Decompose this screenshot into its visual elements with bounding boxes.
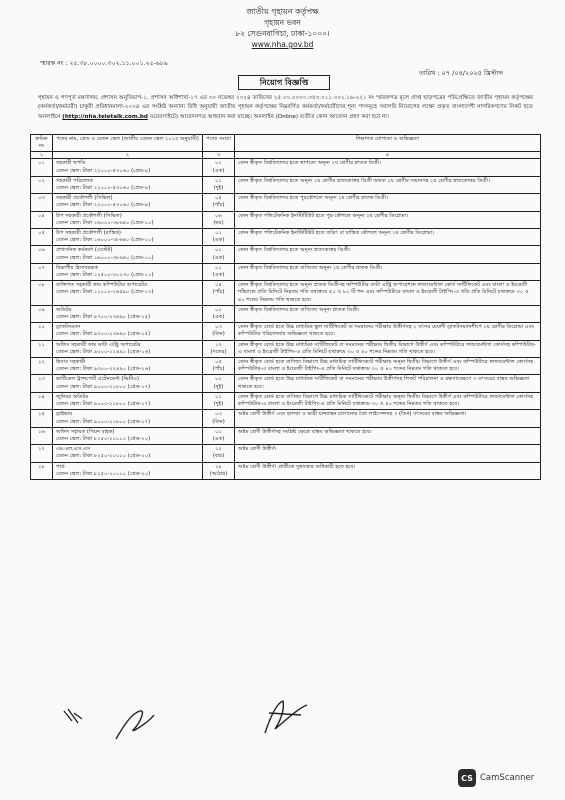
post-count: ০১ — [215, 230, 222, 237]
post-count-words: (এক) — [212, 314, 225, 321]
pay-scale: বেতন স্কেল: টাকা ১৬০০০-৩৮৬৪০ (গ্রেড-১০) — [56, 237, 154, 244]
row-qualification: কোন স্বীকৃত বিশ্ববিদ্যালয় হতে অনূন্য ২য় শ্রেণীর স্নাতকোত্তর ডিগ্রী অথবা ২য় শ্রেণীর সম্মানসহ ২য় শ্রেণীর স্নাতকোত্তর ডিগ্রী। — [235, 176, 541, 193]
signature-2 — [110, 705, 160, 745]
row-qualification: কোন স্বীকৃত বোর্ড হতে বাণিজ্য বিভাগে উচ্চ মাধ্যমিক সার্টিফিকেটে পরীক্ষায় অনূন্য দ্বিতীয় বিভাগে উত্তীর্ণ এবং কম্পিউটারে ফান্ডামেন্টাল কোর্সসহ কম্পিউটার-এ বাংলা ও ইংরেজী টাইপিং-এ প্রতি মিনিটে যথাক্রমে ৩০ ও ৪০ শব্দের নিম্নতম গতি থাকতে হবে। — [235, 358, 541, 375]
row-serial: ১২ — [31, 358, 53, 375]
row-qualification: কোন স্বীকৃত বিশ্ববিদ্যালয় হতে অনূন্য স্নাতকোত্তর ডিগ্রী। — [235, 246, 541, 263]
row-qualification: অষ্টম শ্রেণী উত্তীর্ণ। প্রার্থীকে সুস্বাস্থ্যের অধিকারী হতে হবে। — [235, 462, 541, 479]
org-address: ৮২ সেগুনবাগিচা, ঢাকা-১০০০। — [235, 29, 330, 38]
post-count-words: (বার) — [212, 453, 225, 460]
post-count: ০২ — [215, 393, 222, 400]
notice-date: তারিখ : ০৭ /০৪/২০২৫ খ্রিস্টাব্দ — [418, 69, 503, 77]
row-post — [53, 410, 203, 427]
pay-scale: বেতন স্কেল: টাকা ১৬০০০-৩৮৬৪০ (গ্রেড-১০) — [56, 254, 154, 261]
post-count: ০৫ — [215, 359, 222, 366]
post-count: ১৭ — [215, 341, 222, 348]
post-name: ব্যক্তিগত সহকারী কাম কম্পিউটার অপারেটর — [56, 282, 147, 289]
post-name: এম.এল.এস.এস — [56, 446, 91, 453]
column-number: ৩ — [203, 152, 235, 159]
header-post: পদের নাম, গ্রেড ও বেতন স্কেল (জাতীয় বেতন স্কেল ২০১৫ অনুযায়ী) — [53, 135, 203, 152]
table-row — [31, 246, 541, 263]
row-qualification: কোন স্বীকৃত বোর্ড হতে উচ্চ মাধ্যমিক সার্টিফিকেট বা সমমানের পরীক্ষায় দ্বিতীয় বিভাগে উত্তীর্ণ এবং কম্পিউটারে ফান্ডামেন্টাল কোর্সসহ কম্পিউটার-এ বাংলা ও ইংরেজী টাইপিং-এ প্রতি মিনিটে যথাক্রমে ৩০ ও ৪০ শব্দের নিম্নতম গতি থাকতে হবে। — [235, 340, 541, 357]
row-post — [53, 281, 203, 306]
row-qualification: কোন স্বীকৃত পলিটেকনিক ইনস্টিটিউট হতে তড়িৎ বা যান্ত্রিক কৌশলে অনূন্য ২য় শ্রেণীর ডিপ্লোমা। — [235, 229, 541, 246]
pay-scale: বেতন স্কেল: টাকা ২২০০০-৫৩০৬০ (গ্রেড-৯) — [56, 167, 151, 174]
row-count — [203, 462, 235, 479]
row-post — [53, 305, 203, 322]
row-count — [203, 375, 235, 392]
row-qualification: কোন স্বীকৃত বোর্ড হতে বাণিজ্য বিভাগে উচ্চ মাধ্যমিক সার্টিফিকেটে পরীক্ষায় অনূন্য দ্বিতীয় বিভাগে উত্তীর্ণ এবং কম্পিউটারে ফান্ডামেন্টাল কোর্সসহ কম্পিউটার-এ বাংলা ও ইংরেজী টাইপিং-এ প্রতি মিনিটে যথাক্রমে ৩০ ও ৪০ শব্দের নিম্নতম গতি থাকতে হবে। — [235, 392, 541, 409]
post-count: ০১ — [215, 247, 222, 254]
post-count-words: (আঠার) — [209, 470, 228, 477]
pay-scale: বেতন স্কেল: টাকা ১১০০০-২৬৫৯০ (গ্রেড-১৩) — [56, 289, 154, 296]
pay-scale: বেতন স্কেল: টাকা ১২৫০০-৩০২৩০ (গ্রেড-১১) — [56, 272, 154, 279]
row-serial: ০৪ — [31, 211, 53, 228]
row-serial: ০৩ — [31, 194, 53, 211]
row-serial: ০৫ — [31, 229, 53, 246]
table-row — [31, 427, 541, 444]
pay-scale: বেতন স্কেল: টাকা ৯৭০০-২৩৪৯০ (গ্রেড-১৫) — [56, 314, 151, 321]
row-qualification: কোন স্বীকৃত বিশ্ববিদ্যালয় হতে স্থাপত্যে অনূন্য ২য় শ্রেণীর স্নাতক ডিগ্রী। — [235, 159, 541, 176]
post-count: ০১ — [215, 428, 222, 435]
post-name: সহকারী পরিচালক — [56, 177, 93, 184]
row-post — [53, 246, 203, 263]
pay-scale: বেতন স্কেল: টাকা ৯০০০-২১৮০০ (গ্রেড-১৭) — [56, 383, 151, 390]
intro-text: গৃহায়ন ও গণপূর্ত মন্ত্রণালয়, প্রশাসন অনুবিভাগ-১, প্রশাসন অধিশাখা-১৭ এর ৩০ নভেম্বর ২০২৪ তারিখের ২৫.০০.০০০০.৩৫৩.০১১.০০১.১৬-২২১ নং স্মারকপত্র মূলে প্রাপ্ত ছাড়পত্রের পরিপ্রেক্ষিতে জাতীয় গৃহায়ন কর্তৃপক্ষের (কর্মকর্তা/কর্মচারী) চাকুরী প্রবিধানমালা-২০০৪ এর সংশ্লিষ্ট অন্যান্য বিধি অনুযায়ী জাতীয় গৃহায়ন কর্তৃপক্ষের নিম্নবর্ণিত কর্মকর্তা/কর্মচারীদের শূন্য পদসমূহে সরাসরি নিয়োগের লক্ষ্যে প্রকৃত বাংলাদেশী নাগরিকগণের নিকট হতে অনলাইনে — [38, 95, 533, 120]
post-name: উপ সহকারী প্রকৌশলী (সিভিল) — [56, 212, 122, 219]
camscanner-watermark — [458, 769, 534, 787]
table-row — [31, 358, 541, 375]
table-row — [31, 323, 541, 340]
post-count: ১৮ — [215, 463, 222, 470]
pay-scale: বেতন স্কেল: টাকা ৮২৫০-২০০১০ (গ্রেড-২০) — [56, 435, 151, 442]
post-name: উপ সহকারী প্রকৌশলী (যান্ত্রিক) — [56, 230, 121, 237]
row-qualification: কোন স্বীকৃত বোর্ড হতে উচ্চ মাধ্যমিক স্কুল সার্টিফিকেট বা সমমানের পরীক্ষায় উত্তীর্ণসহ ২ বৎসর মেয়াদী ড্রাফটসম্যানশীপে ২য় শ্রেণীর ডিপ্লোমা এবং কম্পিউটার পরিচালনায় অভিজ্ঞতা থাকতে হবে। — [235, 323, 541, 340]
intro-text-after: ওয়েবসাইটে) আবেদনপত্র আহবান করা যাচ্ছে। অনলাইন (Online) ব্যতীত কোন আবেদন গ্রহণ করা হবে না। — [147, 113, 389, 120]
table-row — [31, 194, 541, 211]
post-count: ০৩ — [215, 324, 222, 331]
row-post — [53, 445, 203, 462]
table-row — [31, 263, 541, 280]
post-count-words: (এক) — [212, 237, 225, 244]
row-qualification: কোন স্বীকৃত বিশ্ববিদ্যালয় হতে পুরকৌশলে অনূন্য ২য় শ্রেণীর স্নাতক ডিগ্রী। — [235, 194, 541, 211]
signature-1 — [60, 705, 90, 727]
post-name: হিসাব সহকারী — [56, 359, 86, 366]
table-row — [31, 176, 541, 193]
table-row — [31, 462, 541, 479]
row-post — [53, 194, 203, 211]
table-row — [31, 445, 541, 462]
row-count — [203, 263, 235, 280]
post-name: অফিস সহকারী কাম ডাটা এন্ট্রি অপারেটর — [56, 341, 141, 348]
row-qualification: অষ্টম শ্রেণী উত্তীর্ণ। — [235, 445, 541, 462]
table-header-row — [31, 135, 541, 152]
post-name: বিভাগীয় হিসাবরক্ষক — [56, 264, 99, 271]
pay-scale: বেতন স্কেল: টাকা ৯৭০০-২৩৪৯০ (গ্রেড-১৫) — [56, 331, 151, 338]
header-qualification: শিক্ষাগত যোগ্যতা ও অভিজ্ঞতা — [235, 135, 541, 152]
row-count — [203, 427, 235, 444]
row-post — [53, 176, 203, 193]
memo-number: স্মারক নং : ২৫.৩৮.০০০০.৩০২.১১.০০১.২৫-৬৮৯ — [40, 60, 168, 67]
post-count-words: (দুই) — [213, 185, 224, 192]
letterhead — [0, 6, 565, 50]
post-count-words: (তিন) — [212, 418, 225, 425]
row-count — [203, 159, 235, 176]
pay-scale: বেতন স্কেল: টাকা ২২০০০-৫৩০৬০ (গ্রেড-৯) — [56, 202, 151, 209]
row-count — [203, 358, 235, 375]
table-row — [31, 340, 541, 357]
row-count — [203, 229, 235, 246]
signature-3 — [255, 695, 315, 740]
post-name: সহকারী প্রকৌশলী (সিভিল) — [56, 195, 113, 202]
row-serial: ০৯ — [31, 305, 53, 322]
post-count-words: (এক) — [212, 167, 225, 174]
row-qualification: কোন স্বীকৃত বিশ্ববিদ্যালয় হতে অনূন্য স্নাতক ডিগ্রীসহ কম্পিউটার ডাটা এন্ট্রি অপারেশনে ফান্ডামেন্টাল কোর্স সার্টিফিকেট এবং বাংলা ও ইংরেজী শর্টহ্যান্ডে প্রতি মিনিটে নিম্নতম গতি যথাক্রমে ৫০ ও ৮০ টি শব্দ এবং কম্পিউটারে বাংলা ও ইংরেজী টাইপিং-এ গতি প্রতি মিনিটে যথাক্রমে ৩০ ও ৪০ শব্দের নিম্নতম গতি থাকতে হবে। — [235, 281, 541, 306]
row-serial: ১০ — [31, 323, 53, 340]
row-qualification: কোন স্বীকৃত বোর্ড হতে উচ্চ মাধ্যমিক সার্টিফিকেট বা সমমানের পরীক্ষায় উত্তীর্ণসহ লিফট পরিচালনা ও রক্ষণাবেক্ষণে ৩ বৎসরের বাস্তব অভিজ্ঞতা থাকতে হবে। — [235, 375, 541, 392]
row-post — [53, 340, 203, 357]
post-count-words: (সতের) — [210, 348, 227, 355]
table-row — [31, 410, 541, 427]
table-row — [31, 281, 541, 306]
row-count — [203, 194, 235, 211]
row-count — [203, 323, 235, 340]
row-count — [203, 340, 235, 357]
row-qualification: অষ্টম শ্রেণী উত্তীর্ণ এবং হালকা ও ভারী যানবাহন চালানোর বৈধ লাইসেন্সসহ ৩ (তিন) বৎসরের বাস্তব অভিজ্ঞতা। — [235, 410, 541, 427]
post-name: জুনিয়র অডিটর — [56, 393, 89, 400]
row-serial: ১৬ — [31, 427, 53, 444]
row-serial: ১৩ — [31, 375, 53, 392]
table-row — [31, 392, 541, 409]
camscanner-logo-icon: CS — [458, 769, 476, 787]
post-count: ০২ — [215, 376, 222, 383]
row-serial: ১৫ — [31, 410, 53, 427]
post-count: ০৫ — [215, 282, 222, 289]
row-serial: ০৬ — [31, 246, 53, 263]
column-number: ১ — [31, 152, 53, 159]
post-count: ০১ — [215, 264, 222, 271]
post-count-words: (ছয়) — [213, 219, 224, 226]
post-count-words: (দুই) — [213, 383, 224, 390]
vacancy-table — [30, 134, 541, 480]
post-name: অডিটর — [56, 306, 72, 313]
row-post — [53, 263, 203, 280]
table-row — [31, 305, 541, 322]
post-name: গার্ড — [56, 463, 65, 470]
row-count — [203, 445, 235, 462]
pay-scale: বেতন স্কেল: টাকা ৯০০০-২১৮০০ (গ্রেড-১৭) — [56, 401, 151, 408]
row-count — [203, 392, 235, 409]
pay-scale: বেতন স্কেল: টাকা ২২০০০-৫৩০৬০ (গ্রেড-৯) — [56, 185, 151, 192]
table-row — [31, 229, 541, 246]
post-name: প্রশাসনিক কর্মকর্তা (এস্টেট) — [56, 247, 113, 254]
post-count: ১২ — [215, 446, 222, 453]
building-name: গৃহায়ন ভবন — [264, 18, 301, 27]
row-post — [53, 358, 203, 375]
pay-scale: বেতন স্কেল: টাকা ৮২৫০-২০০১০ (গ্রেড-২০) — [56, 453, 151, 460]
post-count-words: (পাঁচ) — [212, 366, 225, 373]
row-post — [53, 211, 203, 228]
row-post — [53, 427, 203, 444]
row-count — [203, 211, 235, 228]
pay-scale: বেতন স্কেল: টাকা ৯৩০০-২২৪৯০ (গ্রেড-১৬) — [56, 366, 151, 373]
post-count: ০১ — [215, 306, 222, 313]
pay-scale: বেতন স্কেল: টাকা ৯০০০-২১৮০০ (গ্রেড-১৭) — [56, 418, 151, 425]
row-serial: ১৪ — [31, 392, 53, 409]
row-count — [203, 410, 235, 427]
post-name: ভার্টিকেল ট্রান্সপোর্ট এটেনডেন্ট (ভিটিএ) — [56, 376, 140, 383]
intro-paragraph — [38, 94, 533, 122]
row-post — [53, 375, 203, 392]
row-serial: ১১ — [31, 340, 53, 357]
row-serial: ১৮ — [31, 462, 53, 479]
row-post — [53, 323, 203, 340]
post-count-words: (দুই) — [213, 401, 224, 408]
row-qualification: কোন স্বীকৃত বিশ্ববিদ্যালয় হতে বাণিজ্যে অনূন্য ২য় শ্রেণীর স্নাতক ডিগ্রী। — [235, 263, 541, 280]
application-link[interactable]: (http://nha.teletalk.com.bd — [62, 113, 148, 120]
post-count-words: (পাঁচ) — [212, 202, 225, 209]
post-name: সহকারী স্থপতি — [56, 160, 86, 167]
row-qualification: কোন স্বীকৃত বিশ্ববিদ্যালয় হতে বাণিজ্যে অনূন্য স্নাতক ডিগ্রী। — [235, 305, 541, 322]
post-count-words: (তিন) — [212, 331, 225, 338]
post-count: ০১ — [215, 160, 222, 167]
table-row — [31, 375, 541, 392]
post-count-words: (এক) — [212, 254, 225, 261]
row-serial: ১৭ — [31, 445, 53, 462]
website-link[interactable]: www.nha.gov.bd — [251, 40, 314, 49]
post-count: ০৫ — [215, 195, 222, 202]
column-number: ৪ — [235, 152, 541, 159]
notice-title: নিয়োগ বিজ্ঞপ্তি — [238, 75, 330, 90]
post-count: ০৩ — [215, 411, 222, 418]
row-serial: ০১ — [31, 159, 53, 176]
post-name: ড্রাফটসম্যান — [56, 324, 81, 331]
pay-scale: বেতন স্কেল: টাকা ১৬০০০-৩৮৬৪০ (গ্রেড-১০) — [56, 219, 154, 226]
row-count — [203, 305, 235, 322]
row-serial: ০৭ — [31, 263, 53, 280]
post-count-words: (এক) — [212, 435, 225, 442]
post-count-words: (এক) — [212, 272, 225, 279]
post-count: ০২ — [215, 177, 222, 184]
column-number: ২ — [53, 152, 203, 159]
row-post — [53, 159, 203, 176]
row-post — [53, 229, 203, 246]
row-count — [203, 176, 235, 193]
org-name: জাতীয় গৃহায়ন কর্তৃপক্ষ — [246, 7, 319, 16]
pay-scale: বেতন স্কেল: টাকা ৮২৫০-২০০১০ (গ্রেড-২০) — [56, 470, 151, 477]
post-name: ড্রাইভার — [56, 411, 73, 418]
row-serial: ০৮ — [31, 281, 53, 306]
post-name: অফিস সহায়ক (পিয়ন বাহক) — [56, 428, 115, 435]
row-post — [53, 462, 203, 479]
camscanner-label: CamScanner — [480, 773, 535, 783]
post-count-words: (পাঁচ) — [212, 289, 225, 296]
row-post — [53, 392, 203, 409]
row-qualification: অষ্টম শ্রেণী উত্তীর্ণসহ সংশ্লিষ্ট ক্ষেত্রে বাস্তব অভিজ্ঞতা থাকতে হবে। — [235, 427, 541, 444]
table-row — [31, 211, 541, 228]
pay-scale: বেতন স্কেল: টাকা ৯৩০০-২২৪৯০ (গ্রেড-১৬) — [56, 348, 151, 355]
table-row — [31, 159, 541, 176]
column-number-row — [31, 152, 541, 159]
row-serial: ০২ — [31, 176, 53, 193]
row-count — [203, 246, 235, 263]
header-count: পদের সংখ্যা — [203, 135, 235, 152]
header-serial: ক্রমিক নং — [31, 135, 53, 152]
row-qualification: কোন স্বীকৃত পলিটেকনিক ইনস্টিটিউট হতে পুর-কৌশলে অনূন্য ২য় শ্রেণীর ডিপ্লোমা। — [235, 211, 541, 228]
post-count: ০৬ — [215, 212, 222, 219]
row-count — [203, 281, 235, 306]
